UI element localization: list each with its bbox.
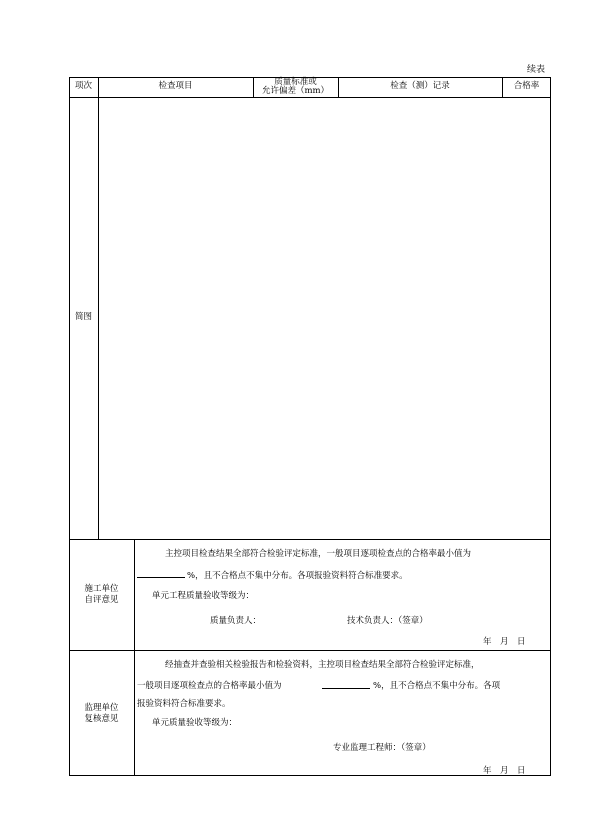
supervision-para-line2a: 一般项目逐项检查点的合格率最小值为 bbox=[137, 681, 282, 691]
supervision-para-line3: 报验资料符合标准要求。 bbox=[137, 699, 231, 709]
sketch-bottom-line bbox=[69, 539, 551, 540]
construction-para-line2: %，且不合格点不集中分布。各项报验资料符合标准要求。 bbox=[187, 571, 408, 581]
continued-label: 续表 bbox=[527, 65, 546, 75]
construction-tech-person: 技术负责人：（签章） bbox=[347, 616, 428, 626]
header-standard-line1: 质量标准或 bbox=[274, 76, 317, 87]
supervision-grade-line: 单元质量验收等级为： bbox=[152, 718, 238, 728]
sketch-label: 简图 bbox=[74, 312, 92, 323]
construction-grade-line: 单元工程质量验收等级为： bbox=[152, 591, 255, 601]
opinion-divider bbox=[134, 539, 135, 776]
construction-bottom-line bbox=[69, 650, 551, 651]
supervision-para-line1: 经抽查并查验相关检验报告和检验资料，主控项目检查结果全部符合检验评定标准， bbox=[165, 660, 480, 670]
construction-label bbox=[69, 584, 134, 605]
header-pass-rate: 合格率 bbox=[513, 81, 540, 92]
supervision-label bbox=[69, 703, 134, 724]
construction-date: 年 月 日 bbox=[483, 637, 526, 647]
supervision-engineer: 专业监理工程师：（签章） bbox=[333, 743, 431, 753]
construction-label-line2: 自评意见 bbox=[84, 594, 119, 605]
header-item-no: 项次 bbox=[74, 81, 92, 92]
construction-min-rate-blank[interactable] bbox=[137, 577, 185, 578]
supervision-date: 年 月 日 bbox=[483, 766, 526, 776]
sketch-area[interactable] bbox=[99, 98, 550, 538]
supervision-label-line1: 监理单位 bbox=[84, 703, 119, 713]
header-standard bbox=[253, 77, 338, 97]
supervision-label-line2: 复核意见 bbox=[84, 713, 119, 724]
construction-para-line1: 主控项目检查结果全部符合检验评定标准，一般项目逐项检查点的合格率最小值为 bbox=[165, 549, 472, 559]
header-standard-line2: 允许偏差（mm） bbox=[261, 86, 330, 96]
header-record: 检查（测）记录 bbox=[390, 81, 450, 92]
construction-quality-person: 质量负责人： bbox=[210, 616, 262, 626]
header-check-item: 检查项目 bbox=[158, 81, 193, 92]
supervision-para-line2b: %，且不合格点不集中分布。各项 bbox=[373, 681, 501, 691]
supervision-min-rate-blank[interactable] bbox=[322, 688, 370, 689]
construction-label-line1: 施工单位 bbox=[84, 584, 119, 594]
